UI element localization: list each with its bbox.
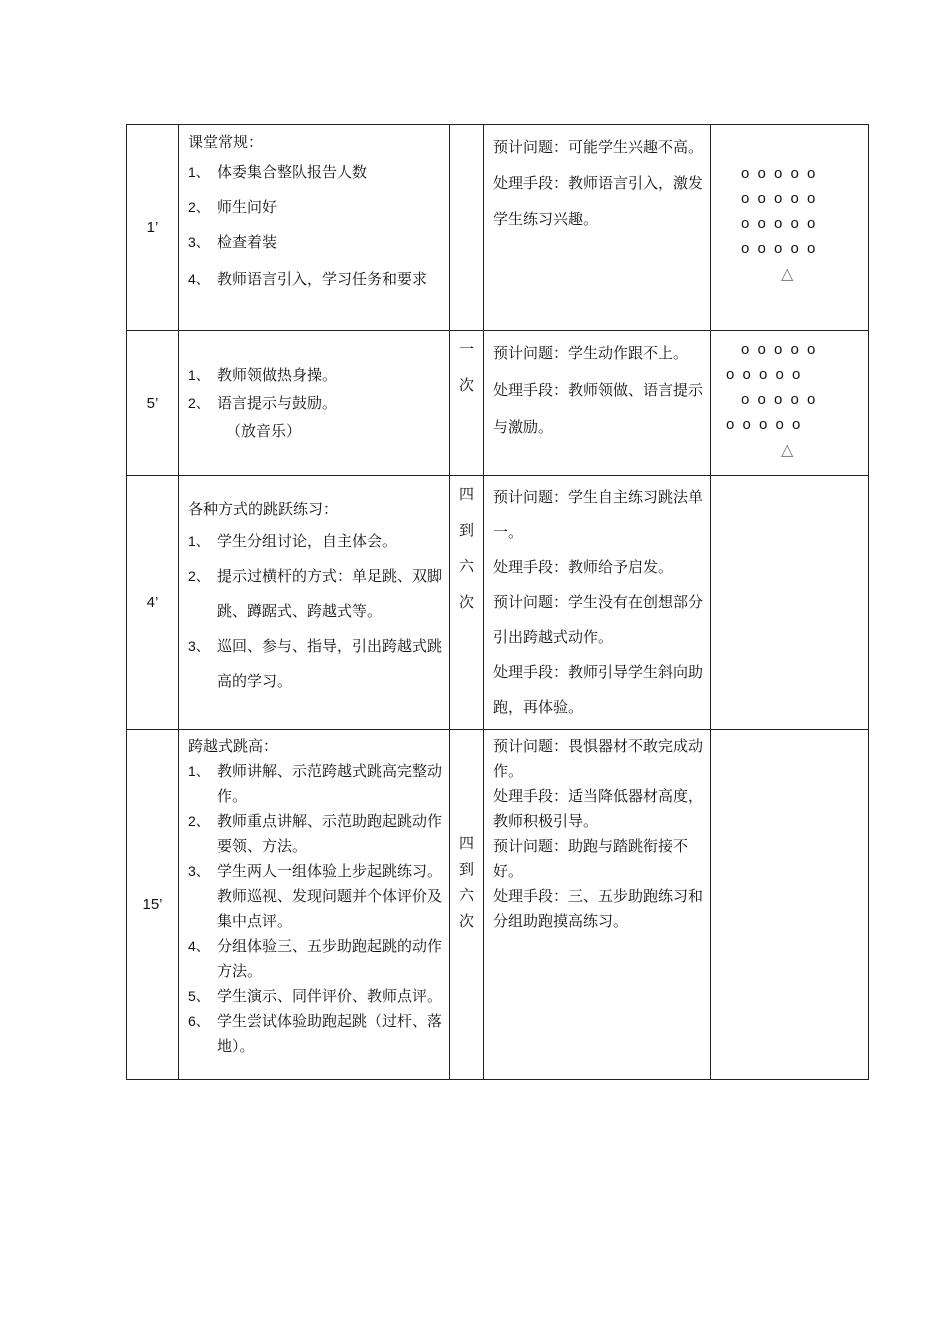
item-text: 教师语言引入，学习任务和要求 — [217, 270, 428, 288]
formation-row: o o o o o — [726, 416, 803, 433]
item-number: 2、 — [188, 813, 210, 829]
list-item — [188, 809, 443, 859]
list-item — [188, 934, 443, 984]
solution-text: 处理手段：教师引导学生斜向助跑，再体验。 — [493, 663, 704, 716]
count-char: 四 — [458, 485, 474, 503]
list-item — [188, 759, 443, 809]
count-char: 次 — [458, 912, 474, 930]
item-number: 3、 — [188, 234, 210, 250]
list-item — [188, 225, 443, 260]
item-text: 提示过横杆的方式：单足跳、双脚跳、蹲踞式、跨越式等。 — [217, 567, 443, 620]
count-char: 一 — [458, 340, 474, 358]
item-number: 3、 — [188, 638, 210, 654]
item-number: 2、 — [188, 568, 210, 584]
formation-cell — [711, 125, 869, 331]
item-text: 教师领做热身操。 — [217, 366, 338, 384]
problem-text: 预计问题：学生自主练习跳法单一。 — [493, 488, 704, 541]
table-row — [127, 125, 869, 331]
item-number: 4、 — [188, 938, 210, 954]
item-text: 教师讲解、示范跨越式跳高完整动作。 — [217, 762, 443, 805]
count-char: 六 — [458, 886, 474, 904]
list-item — [188, 629, 443, 699]
time-cell: 15’ — [127, 730, 179, 1080]
solution-text: 处理手段：教师领做、语言提示与激励。 — [493, 381, 704, 436]
list-item — [188, 524, 443, 559]
list-item — [188, 984, 443, 1009]
count-cell — [450, 730, 484, 1080]
count-cell — [450, 476, 484, 730]
item-number: 3、 — [188, 863, 210, 879]
formation-row: o o o o o — [741, 215, 818, 232]
item-number: 6、 — [188, 1013, 210, 1029]
count-char: 到 — [458, 521, 474, 539]
list-item — [188, 190, 443, 225]
count-char: 次 — [458, 376, 474, 394]
list-item — [188, 155, 443, 190]
table-row — [127, 476, 869, 730]
item-text: 巡回、参与、指导，引出跨越式跳高的学习。 — [217, 637, 443, 690]
item-text: 教师重点讲解、示范助跑起跳动作要领、方法。 — [217, 812, 443, 855]
teacher-triangle-icon: △ — [781, 266, 794, 283]
item-number: 2、 — [188, 199, 210, 215]
formation-row: o o o o o — [741, 341, 818, 358]
lesson-plan-table — [126, 124, 869, 1080]
problem-text: 预计问题：学生没有在创想部分引出跨越式动作。 — [493, 593, 704, 646]
count-cell — [450, 125, 484, 331]
item-number: 1、 — [188, 164, 210, 180]
content-cell — [179, 730, 450, 1080]
list-item — [188, 859, 443, 934]
count-char: 次 — [458, 593, 474, 611]
time-cell: 5’ — [127, 331, 179, 476]
table-row — [127, 331, 869, 476]
problem-text: 预计问题：学生动作跟不上。 — [493, 344, 689, 362]
item-text: 体委集合整队报告人数 — [217, 163, 368, 181]
item-text: 学生尝试体验助跑起跳（过杆、落地）。 — [217, 1012, 443, 1055]
list-item — [188, 260, 443, 298]
item-text: 检查着装 — [217, 233, 278, 251]
formation-row: o o o o o — [741, 165, 818, 182]
solution-text: 处理手段：三、五步助跑练习和分组助跑摸高练习。 — [493, 887, 704, 930]
item-text: 学生演示、同伴评价、教师点评。 — [217, 987, 443, 1005]
item-text: 师生问好 — [217, 198, 278, 216]
content-cell — [179, 331, 450, 476]
item-number: 1、 — [188, 763, 210, 779]
formation-row: o o o o o — [741, 240, 818, 257]
time-cell: 4’ — [127, 476, 179, 730]
problems-cell — [484, 331, 711, 476]
item-text: 学生分组讨论，自主体会。 — [217, 532, 398, 550]
problem-text: 预计问题：助跑与踏跳衔接不好。 — [493, 837, 689, 880]
problems-cell — [484, 730, 711, 1080]
problem-text: 预计问题：畏惧器材不敢完成动作。 — [493, 737, 704, 780]
item-number: 4、 — [188, 271, 210, 287]
solution-text: 处理手段：教师给予启发。 — [493, 558, 674, 576]
list-item — [188, 361, 443, 389]
item-text: 分组体验三、五步助跑起跳的动作方法。 — [217, 937, 443, 980]
content-cell — [179, 125, 450, 331]
teacher-triangle-icon: △ — [781, 442, 794, 459]
count-char: 四 — [458, 834, 474, 852]
problem-text: 预计问题：可能学生兴趣不高。 — [493, 138, 704, 156]
count-char: 到 — [458, 860, 474, 878]
problems-cell — [484, 125, 711, 331]
section-header: 各种方式的跳跃练习： — [188, 500, 339, 518]
list-item — [188, 389, 443, 417]
item-number: 1、 — [188, 533, 210, 549]
solution-text: 处理手段：适当降低器材高度，教师积极引导。 — [493, 787, 704, 830]
section-header: 跨越式跳高： — [188, 737, 279, 755]
formation-cell — [711, 730, 869, 1080]
count-cell — [450, 331, 484, 476]
section-header: 课堂常规： — [188, 133, 264, 151]
music-note: （放音乐） — [226, 422, 302, 440]
formation-cell — [711, 476, 869, 730]
item-number: 5、 — [188, 988, 210, 1004]
content-cell — [179, 476, 450, 730]
formation-row: o o o o o — [741, 190, 818, 207]
list-item — [188, 1009, 443, 1059]
solution-text: 处理手段：教师语言引入，激发学生练习兴趣。 — [493, 174, 704, 228]
formation-row: o o o o o — [726, 366, 803, 383]
formation-cell — [711, 331, 869, 476]
count-char: 六 — [458, 557, 474, 575]
list-item — [188, 559, 443, 629]
item-text: 学生两人一组体验上步起跳练习。教师巡视、发现问题并个体评价及集中点评。 — [217, 862, 443, 930]
problems-cell — [484, 476, 711, 730]
time-cell: 1’ — [127, 125, 179, 331]
table-row — [127, 730, 869, 1080]
item-text: 语言提示与鼓励。 — [217, 394, 338, 412]
item-number: 2、 — [188, 395, 210, 411]
item-number: 1、 — [188, 367, 210, 383]
formation-row: o o o o o — [741, 391, 818, 408]
